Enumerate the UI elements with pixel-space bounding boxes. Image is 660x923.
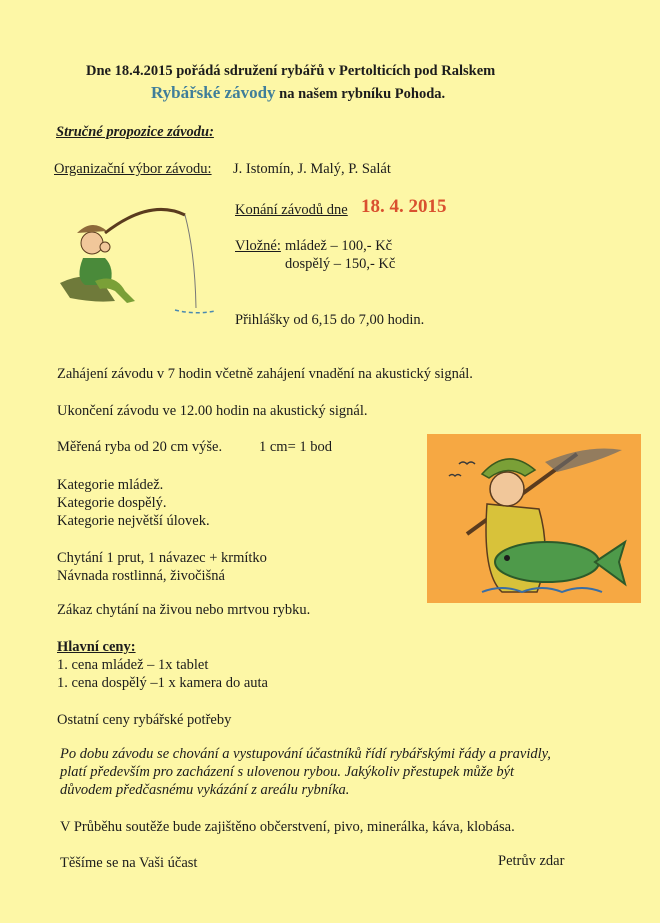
fishing-rod xyxy=(105,209,185,233)
fisherman-hand xyxy=(100,242,110,252)
closing-signoff: Petrův zdar xyxy=(498,853,565,869)
fisherman-head xyxy=(81,232,103,254)
fee-adult: dospělý – 150,- Kč xyxy=(285,256,396,272)
header-line-1: Dne 18.4.2015 pořádá sdružení rybářů v Pertolticích pod Ralskem xyxy=(86,63,496,79)
prizes-heading: Hlavní ceny: xyxy=(57,639,136,655)
propositions-heading: Stručné propozice závodu: xyxy=(56,124,214,140)
fish-eye xyxy=(504,555,510,561)
header-line-2-rest: na našem rybníku Pohoda. xyxy=(279,86,446,102)
header-line-2 xyxy=(151,84,445,103)
start-info: Zahájení závodu v 7 hodin včetně zahájení vnadění na akustický signál. xyxy=(57,366,473,382)
prize-item: 1. cena dospělý –1 x kamera do auta xyxy=(57,675,268,691)
category-item: Kategorie největší úlovek. xyxy=(57,513,210,529)
committee-names: J. Istomín, J. Malý, P. Salát xyxy=(233,161,391,177)
fisherman-head xyxy=(490,472,524,506)
conduct-line: důvodem předčasnému vykázání z areálu rybníka. xyxy=(60,782,350,798)
date-value: 18. 4. 2015 xyxy=(361,196,447,217)
fisherman-illustration xyxy=(55,203,230,321)
end-info: Ukončení závodu ve 12.00 hodin na akustický signál. xyxy=(57,403,368,419)
ban-info: Zákaz chytání na živou nebo mrtvou rybku. xyxy=(57,602,311,618)
category-item: Kategorie dospělý. xyxy=(57,495,167,511)
category-item: Kategorie mládež. xyxy=(57,477,164,493)
event-name: Rybářské závody xyxy=(151,83,276,102)
conduct-line: Po dobu závodu se chování a vystupování účastníků řídí rybářskými řády a pravidly, xyxy=(60,746,551,762)
measured-fish-info: Měřená ryba od 20 cm výše. xyxy=(57,439,223,455)
closing-greeting: Těšíme se na Vaši účast xyxy=(60,855,198,871)
committee-label: Organizační výbor závodu: xyxy=(54,161,212,177)
fish xyxy=(495,542,599,582)
refreshments-info: V Průběhu soutěže bude zajištěno občerstvení, pivo, minerálka, káva, klobása. xyxy=(60,819,515,835)
fishing-line xyxy=(185,215,196,308)
conduct-line: platí především pro zacházení s ulovenou rybou. Jakýkoliv přestupek může být xyxy=(60,764,515,780)
prize-item: 1. cena mládež – 1x tablet xyxy=(57,657,209,673)
fisherman-hat xyxy=(77,225,107,233)
points-info: 1 cm= 1 bod xyxy=(259,439,333,455)
fisherman-with-fish-illustration xyxy=(427,434,641,603)
fee-label: Vložné: xyxy=(235,238,281,254)
other-prizes: Ostatní ceny rybářské potřeby xyxy=(57,712,232,728)
tackle-info: Chytání 1 prut, 1 návazec + krmítko xyxy=(57,550,267,566)
registration-info: Přihlášky od 6,15 do 7,00 hodin. xyxy=(235,312,425,328)
water-ripple xyxy=(175,310,215,313)
date-label: Konání závodů dne xyxy=(235,202,348,218)
bait-info: Návnada rostlinná, živočišná xyxy=(57,568,225,584)
fee-youth: mládež – 100,- Kč xyxy=(285,238,393,254)
